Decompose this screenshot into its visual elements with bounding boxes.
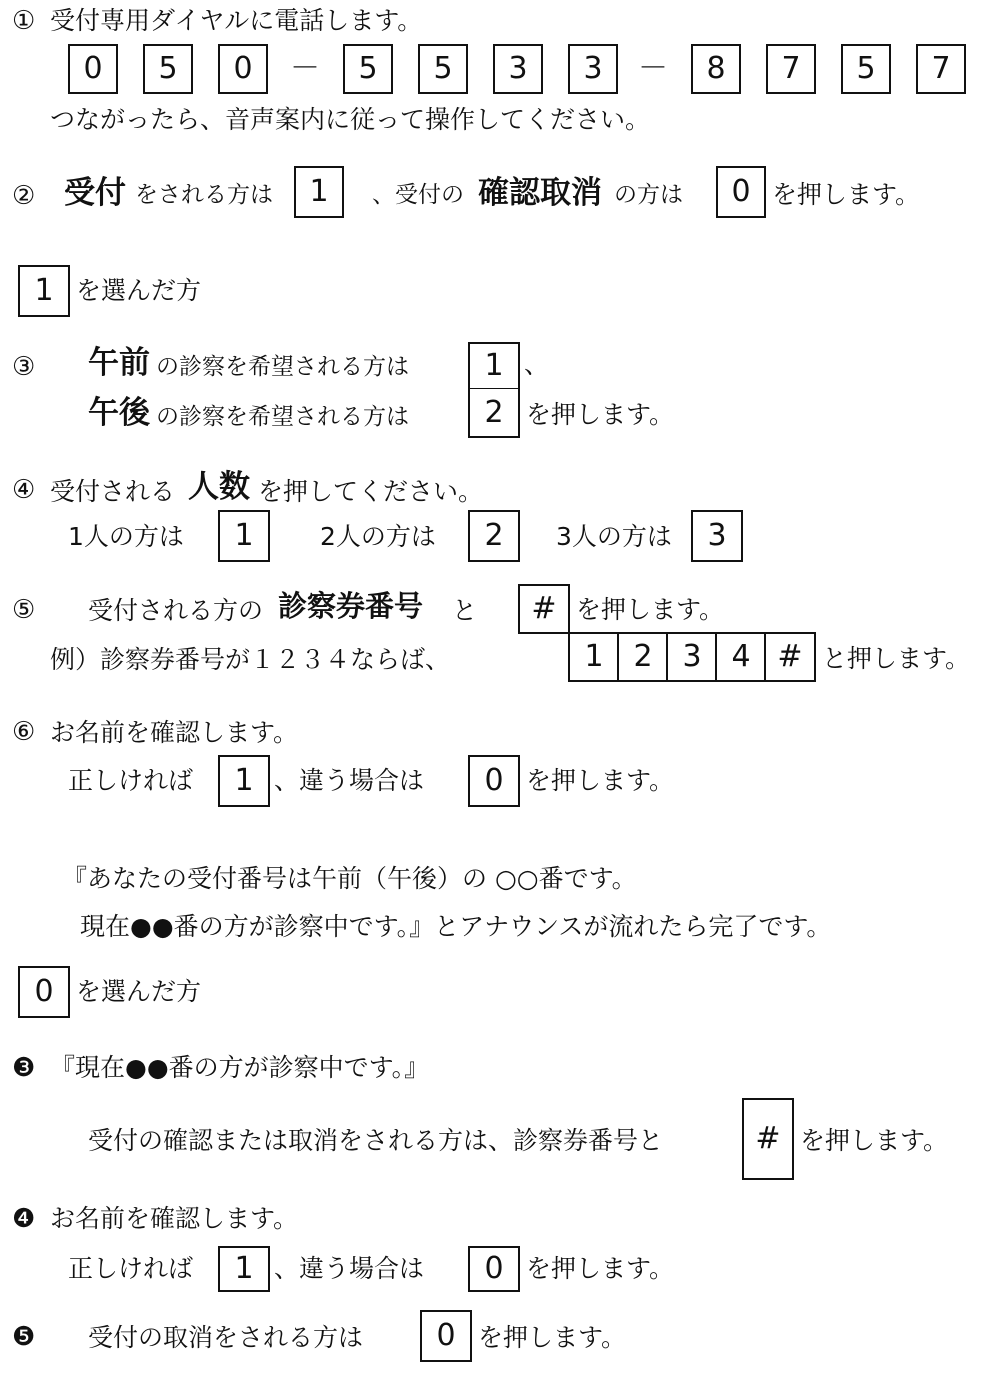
key-box: 0 <box>468 1246 520 1292</box>
announcement-line: 現在●●番の方が診察中です。』とアナウンスが流れたら完了です。 <box>80 912 832 941</box>
branch-text: を選んだ方 <box>76 977 202 1006</box>
key-box: 0 <box>468 755 520 807</box>
option-text: 1人の方は <box>68 522 184 551</box>
hash-key-box: # <box>742 1098 794 1180</box>
step-number: ⑥ <box>12 717 36 747</box>
key-box: 1 <box>218 755 270 807</box>
step-text: と <box>452 596 478 625</box>
step-number: ❹ <box>12 1204 36 1234</box>
option-text: 、違う場合は <box>274 766 425 795</box>
step-text: 、受付の <box>372 182 464 208</box>
step-number: ④ <box>12 475 36 505</box>
step-text: と押します。 <box>822 644 971 673</box>
emphasis-text: 確認取消 <box>478 175 602 211</box>
step-text: をされる方は <box>135 182 273 208</box>
phone-digit-box: 8 <box>691 44 741 94</box>
key-box: 1 <box>218 510 270 562</box>
phone-digit-box: 5 <box>841 44 891 94</box>
emphasis-text: 受付 <box>64 175 126 211</box>
phone-digit-box: 7 <box>766 44 816 94</box>
phone-digit-box: 5 <box>418 44 468 94</box>
key-box: 0 <box>18 966 70 1018</box>
example-text: 例）診察券番号が１２３４ならば、 <box>50 645 451 674</box>
step-number: ② <box>12 181 36 211</box>
step-number: ❸ <box>12 1053 36 1083</box>
option-text: 正しければ <box>68 1254 194 1283</box>
step-note: つながったら、音声案内に従って操作してください。 <box>50 105 651 134</box>
sequence-key: 4 <box>715 632 767 682</box>
phone-digit-box: 7 <box>916 44 966 94</box>
phone-dash: － <box>290 51 320 86</box>
sequence-key: 1 <box>568 632 620 682</box>
key-box: 2 <box>468 510 520 562</box>
step-text: 受付の確認または取消をされる方は、診察券番号と <box>88 1126 664 1155</box>
phone-digit-box: 0 <box>68 44 118 94</box>
option-text: 正しければ <box>68 766 194 795</box>
step-text: 『現在●●番の方が診察中です。』 <box>50 1053 430 1082</box>
step-text: 受付される方の <box>88 596 264 625</box>
key-box: 3 <box>691 510 743 562</box>
key-box: 0 <box>716 166 766 218</box>
phone-digit-box: 5 <box>143 44 193 94</box>
phone-digit-box: 5 <box>343 44 393 94</box>
step-text: を押します。 <box>526 1254 675 1283</box>
phone-digit-box: 0 <box>218 44 268 94</box>
step-text: の方は <box>614 182 683 208</box>
key-box: 1 <box>218 1246 270 1292</box>
key-box: 2 <box>468 388 520 438</box>
emphasis-text: 人数 <box>188 469 250 505</box>
step-text: を押します。 <box>800 1126 949 1155</box>
key-box: 1 <box>468 342 520 390</box>
step-number: ① <box>12 6 36 36</box>
hash-key-box: # <box>518 584 570 634</box>
sequence-key: 3 <box>666 632 718 682</box>
step-text: を押します。 <box>526 766 675 795</box>
step-text: 受付の取消をされる方は <box>88 1323 364 1352</box>
emphasis-text: 診察券番号 <box>278 589 424 623</box>
announcement-line: 『あなたの受付番号は午前（午後）の ○○番です。 <box>62 864 637 893</box>
step-text: の診察を希望される方は <box>156 354 409 380</box>
phone-digit-box: 3 <box>493 44 543 94</box>
step-text: を押します。 <box>526 400 675 429</box>
emphasis-text: 午前 <box>88 345 150 381</box>
option-text: 、違う場合は <box>274 1254 425 1283</box>
step-text: を押してください。 <box>258 477 484 506</box>
key-box: 0 <box>420 1310 472 1362</box>
step-number: ❺ <box>12 1322 36 1352</box>
sequence-key: 2 <box>617 632 669 682</box>
phone-dash: － <box>638 51 668 86</box>
step-text: を押します。 <box>576 595 725 624</box>
key-box: 1 <box>18 265 70 317</box>
step-text: を押します。 <box>772 180 921 209</box>
step-text: 、 <box>524 350 550 379</box>
emphasis-text: 午後 <box>88 395 150 431</box>
branch-text: を選んだ方 <box>76 276 202 305</box>
step-text: を押します。 <box>478 1323 627 1352</box>
step-text: 受付専用ダイヤルに電話します。 <box>50 6 423 35</box>
step-text: お名前を確認します。 <box>50 718 299 747</box>
option-text: 2人の方は <box>320 522 436 551</box>
option-text: 3人の方は <box>556 522 672 551</box>
step-number: ⑤ <box>12 595 36 625</box>
sequence-key: # <box>764 632 816 682</box>
step-text: の診察を希望される方は <box>156 404 409 430</box>
step-text: お名前を確認します。 <box>50 1204 299 1233</box>
key-box: 1 <box>294 166 344 218</box>
step-text: 受付される <box>50 477 176 506</box>
step-number: ③ <box>12 352 36 382</box>
phone-digit-box: 3 <box>568 44 618 94</box>
